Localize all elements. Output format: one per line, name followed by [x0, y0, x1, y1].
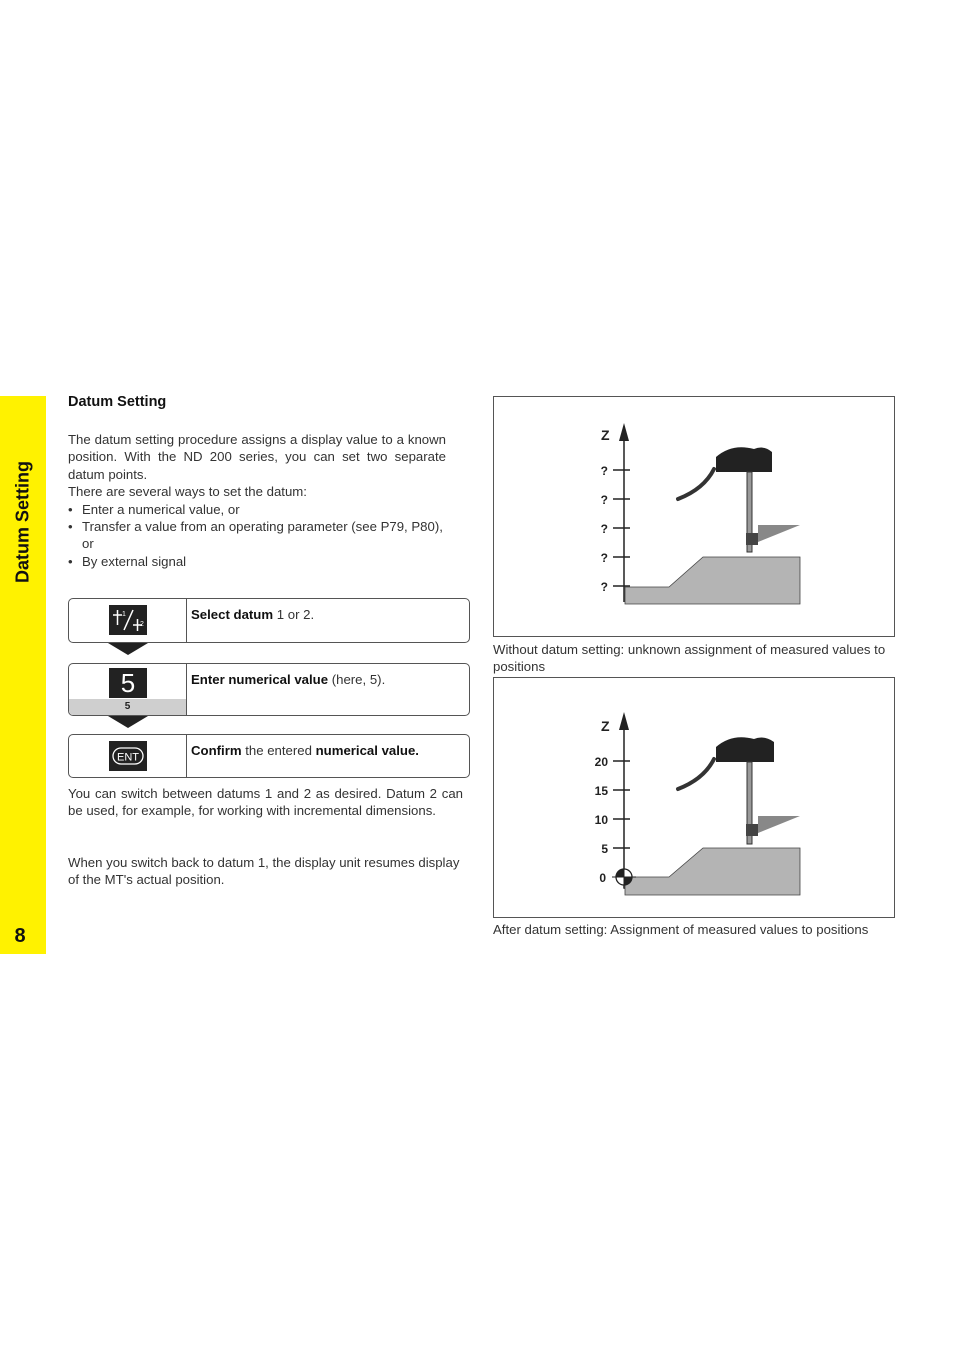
step-instruction: Select datum 1 or 2.: [191, 607, 315, 622]
step-divider: [186, 735, 187, 777]
switch-datum-paragraph: You can switch between datums 1 and 2 as desired. Datum 2 can be used, for example, for working with incremental dimensions.: [68, 786, 463, 819]
resume-paragraph: When you switch back to datum 1, the display unit resumes display of the MT's actual position.: [68, 855, 460, 888]
tick-label: ?: [600, 522, 608, 536]
figure2-caption: After datum setting: Assignment of measured values to positions: [493, 922, 869, 937]
section-title: Datum Setting: [12, 460, 33, 584]
tick-label: 10: [594, 813, 608, 827]
tick-marks: [613, 470, 630, 586]
tick-label: 20: [594, 755, 608, 769]
down-arrow-icon: [108, 716, 148, 728]
section-tab: [0, 396, 46, 954]
probe-body-icon: [716, 737, 774, 762]
gauge-block: [758, 525, 800, 542]
step-instruction: Enter numerical value (here, 5).: [191, 672, 386, 687]
figure-without-datum: [493, 396, 895, 637]
page-number: 8: [14, 925, 26, 947]
z-axis-arrow-icon: [619, 423, 629, 441]
svg-text:1: 1: [122, 611, 126, 618]
intro-paragraph: The datum setting procedure assigns a display value to a known position. With the ND 200 series, you can set two separate datum points.: [68, 432, 446, 482]
datum-select-key-icon: [109, 605, 147, 635]
probe-cable: [678, 469, 714, 499]
z-axis-label: Z: [601, 718, 610, 734]
number-5-key[interactable]: 5: [109, 668, 147, 698]
list-item: • By external signal: [68, 553, 446, 570]
ent-key-label: ENT: [117, 751, 139, 764]
page-heading: Datum Setting: [68, 394, 167, 410]
step-select-datum: [68, 598, 470, 643]
step-divider: [186, 664, 187, 715]
down-arrow-icon: [108, 643, 148, 655]
figure1-caption: Without datum setting: unknown assignment of measured values to positions: [493, 642, 886, 675]
tick-label: 5: [601, 842, 608, 856]
tick-label: ?: [600, 493, 608, 507]
gauge-block: [758, 816, 800, 833]
step-enter-value: [68, 663, 470, 716]
step-confirm: [68, 734, 470, 778]
tick-label: 15: [594, 784, 608, 798]
probe-cable: [678, 759, 714, 789]
figure-with-datum: [493, 677, 895, 918]
display-value: 5: [69, 699, 186, 715]
workpiece-shape: [625, 848, 800, 895]
list-item: • Enter a numerical value, or: [68, 501, 446, 518]
ent-key[interactable]: [109, 741, 147, 771]
datum-select-key[interactable]: [109, 605, 147, 635]
tick-label: ?: [600, 551, 608, 565]
workpiece-shape: [625, 557, 800, 604]
ways-list: [68, 501, 446, 571]
step-instruction: Confirm the entered numerical value.: [191, 743, 419, 758]
tick-label: 0: [599, 871, 606, 885]
probe-clamp: [746, 824, 758, 836]
z-axis-label: Z: [601, 427, 610, 443]
tick-label: ?: [600, 464, 608, 478]
tick-label: ?: [600, 580, 608, 594]
tick-marks: [613, 761, 630, 848]
intro-text: [68, 431, 446, 570]
ent-key-icon: [109, 741, 147, 771]
probe-clamp: [746, 533, 758, 545]
svg-text:2: 2: [140, 621, 144, 628]
probe-body-icon: [716, 447, 772, 472]
z-axis-arrow-icon: [619, 712, 629, 730]
list-item: • Transfer a value from an operating parameter (see P79, P80), or: [68, 518, 446, 553]
intro-ways: There are several ways to set the datum:: [68, 484, 307, 500]
step-divider: [186, 599, 187, 642]
